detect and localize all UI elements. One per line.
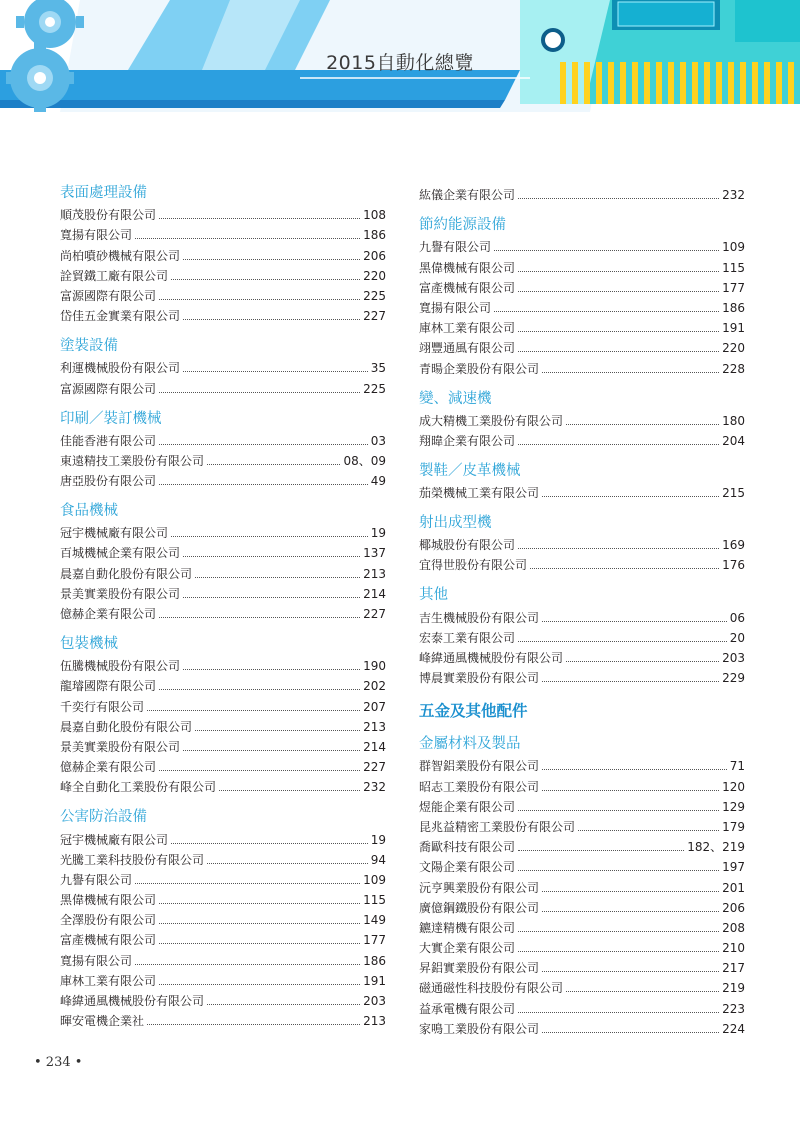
- section-title: 公害防治設備: [60, 809, 147, 826]
- index-entry: [60, 989, 386, 1009]
- dot-leader: [494, 250, 719, 251]
- page-reference: 109: [363, 872, 386, 887]
- dot-leader: [518, 850, 684, 851]
- index-entry: [60, 694, 386, 714]
- dot-leader: [135, 238, 360, 239]
- page-reference: 177: [363, 933, 386, 948]
- page-reference: 201: [722, 880, 745, 895]
- index-entry: [60, 243, 386, 263]
- company-name: 千奕行有限公司: [60, 699, 145, 714]
- dot-leader: [135, 883, 360, 884]
- company-name: 宏泰工業有限公司: [419, 630, 516, 645]
- page-reference: 217: [722, 961, 745, 976]
- dot-leader: [159, 484, 368, 485]
- index-entry: [60, 469, 386, 489]
- dot-leader: [195, 577, 360, 578]
- dot-leader: [147, 710, 360, 711]
- dot-leader: [530, 568, 719, 569]
- index-entry: [60, 264, 386, 284]
- dot-leader: [147, 1024, 360, 1025]
- page-reference: 227: [363, 607, 386, 621]
- page-reference: 19: [370, 526, 386, 541]
- index-entry: [60, 582, 386, 602]
- company-name: 昆兆益精密工業股份有限公司: [419, 819, 576, 834]
- index-entry: [60, 561, 386, 581]
- dot-leader: [159, 218, 360, 219]
- index-entry: [60, 356, 386, 376]
- index-entry: [419, 795, 745, 815]
- page-reference: 214: [363, 586, 386, 601]
- index-section: [419, 734, 745, 1037]
- company-name: 翊豐通風有限公司: [419, 341, 516, 356]
- left-index-column: [60, 183, 386, 1029]
- index-entry: [419, 754, 745, 774]
- page-reference: 08、09: [343, 453, 386, 468]
- page-reference: 06: [729, 610, 745, 625]
- company-name: 富產機械有限公司: [419, 280, 516, 295]
- index-entry: [419, 276, 745, 296]
- index-entry: [60, 376, 386, 396]
- page-reference: 115: [363, 893, 386, 908]
- company-name: 沅亨興業股份有限公司: [419, 880, 540, 895]
- company-name: 文陽企業有限公司: [419, 860, 516, 875]
- index-entry: [419, 896, 745, 916]
- index-entry: [419, 916, 745, 936]
- index-section: [419, 215, 745, 376]
- dot-leader: [518, 870, 719, 871]
- dot-leader: [183, 556, 360, 557]
- company-name: 青暘企業股份有限公司: [419, 361, 540, 376]
- dot-leader: [518, 931, 719, 932]
- index-section: [419, 183, 745, 203]
- section-title: 製鞋／皮革機械: [419, 462, 521, 479]
- dot-leader: [518, 291, 719, 292]
- company-name: 宜得世股份有限公司: [419, 558, 528, 573]
- index-entry: [419, 255, 745, 275]
- dot-leader: [159, 923, 360, 924]
- right-index-column: [419, 183, 745, 1037]
- company-name: 寬揚有限公司: [60, 228, 133, 243]
- dot-leader: [518, 331, 719, 332]
- page-reference: 108: [363, 208, 386, 223]
- page-reference: 214: [363, 739, 386, 754]
- index-section: [60, 183, 386, 324]
- company-name: 成大精機工業股份有限公司: [419, 413, 564, 428]
- company-name: 寬揚有限公司: [60, 953, 133, 968]
- index-entry: [419, 605, 745, 625]
- page-reference: 203: [363, 994, 386, 1008]
- dot-leader: [542, 790, 719, 791]
- index-entry: [60, 449, 386, 469]
- dot-leader: [183, 750, 360, 751]
- dot-leader: [183, 319, 360, 320]
- dot-leader: [518, 1012, 719, 1013]
- company-name: 景美實業股份有限公司: [60, 739, 181, 754]
- index-entry: [419, 666, 745, 686]
- index-entry: [419, 533, 745, 553]
- company-name: 庫林工業有限公司: [60, 973, 157, 988]
- page-reference: 223: [722, 1001, 745, 1016]
- index-entry: [60, 304, 386, 324]
- page-number: • 234 •: [34, 1055, 83, 1070]
- index-section: [419, 585, 745, 686]
- section-title: 塗裝設備: [60, 338, 118, 355]
- section-title: 表面處理設備: [60, 185, 147, 201]
- page-reference: 186: [722, 300, 745, 315]
- company-name: 喬歐科技有限公司: [419, 840, 516, 855]
- page-header-title: 2015自動化總覽: [326, 52, 474, 74]
- section-title: 金屬材料及製品: [419, 736, 521, 753]
- page-reference: 177: [722, 280, 745, 295]
- page-reference: 227: [363, 760, 386, 775]
- dot-leader: [207, 1004, 360, 1005]
- index-entry: [419, 875, 745, 895]
- page-reference: 71: [729, 759, 745, 774]
- dot-leader: [135, 964, 360, 965]
- dot-leader: [542, 496, 719, 497]
- page-reference: 232: [363, 780, 386, 795]
- company-name: 椰城股份有限公司: [419, 538, 516, 553]
- company-name: 昭志工業股份有限公司: [419, 779, 540, 794]
- company-name: 庫林工業有限公司: [419, 321, 516, 336]
- index-entry: [419, 316, 745, 336]
- dot-leader: [159, 444, 368, 445]
- dot-leader: [542, 372, 719, 373]
- page-reference: 232: [722, 188, 745, 203]
- dot-leader: [542, 971, 719, 972]
- company-name: 冠宇機械廠有限公司: [60, 832, 169, 847]
- page-reference: 229: [722, 671, 745, 686]
- index-entry: [60, 775, 386, 795]
- index-entry: [60, 868, 386, 888]
- index-entry: [419, 815, 745, 835]
- index-entry: [60, 203, 386, 223]
- dot-leader: [542, 769, 727, 770]
- section-title: 射出成型機: [419, 515, 492, 532]
- page-reference: 207: [363, 699, 386, 714]
- page-reference: 35: [370, 361, 386, 376]
- page-reference: 220: [722, 341, 745, 356]
- dot-leader: [159, 299, 360, 300]
- index-entry: [60, 541, 386, 561]
- page-reference: 182、219: [687, 840, 745, 855]
- dot-leader: [219, 790, 360, 791]
- page-reference: 219: [722, 981, 745, 996]
- dot-leader: [171, 843, 368, 844]
- page-reference: 190: [363, 659, 386, 674]
- company-name: 全澤股份有限公司: [60, 913, 157, 928]
- company-name: 紘儀企業有限公司: [419, 188, 516, 203]
- dot-leader: [542, 911, 719, 912]
- company-name: 億赫企業有限公司: [60, 760, 157, 775]
- page-reference: 215: [722, 486, 745, 501]
- company-name: 利運機械股份有限公司: [60, 361, 181, 376]
- dot-leader: [518, 810, 719, 811]
- index-entry: [60, 654, 386, 674]
- company-name: 九譽有限公司: [60, 872, 133, 887]
- company-name: 富源國際有限公司: [60, 288, 157, 303]
- page-reference: 191: [722, 321, 745, 336]
- index-section: [419, 461, 745, 501]
- index-entry: [60, 284, 386, 304]
- index-entry: [419, 1017, 745, 1037]
- page-reference: 227: [363, 309, 386, 324]
- dot-leader: [195, 730, 360, 731]
- dot-leader: [159, 689, 360, 690]
- section-title: 包裝機械: [60, 636, 118, 652]
- page-reference: 197: [722, 860, 745, 875]
- page-reference: 186: [363, 953, 386, 968]
- company-name: 昇鋁實業股份有限公司: [419, 961, 540, 976]
- page-reference: 206: [722, 900, 745, 915]
- dot-leader: [183, 259, 360, 260]
- index-section: [60, 409, 386, 490]
- index-entry: [419, 235, 745, 255]
- dot-leader: [542, 681, 719, 682]
- dot-leader: [171, 279, 360, 280]
- page-reference: 213: [363, 1014, 386, 1029]
- index-entry: [60, 429, 386, 449]
- major-category-title: 五金及其他配件: [419, 702, 528, 721]
- index-entry: [419, 956, 745, 976]
- index-entry: [419, 774, 745, 794]
- index-entry: [419, 356, 745, 376]
- company-name: 景美實業股份有限公司: [60, 586, 181, 601]
- page-reference: 220: [363, 268, 386, 283]
- page-reference: 129: [722, 799, 745, 814]
- index-entry: [60, 948, 386, 968]
- dot-leader: [159, 617, 360, 618]
- index-entry: [60, 521, 386, 541]
- company-name: 鑣達精機有限公司: [419, 920, 516, 935]
- company-name: 暉安電機企業社: [60, 1014, 145, 1029]
- index-entry: [60, 735, 386, 755]
- index-entry: [60, 1009, 386, 1029]
- index-entry: [419, 183, 745, 203]
- dot-leader: [542, 891, 719, 892]
- page-reference: 180: [722, 413, 745, 428]
- dot-leader: [518, 444, 719, 445]
- page-reference: 169: [722, 538, 745, 553]
- company-name: 峰緯通風機械股份有限公司: [60, 994, 205, 1008]
- company-name: 唐亞股份有限公司: [60, 474, 157, 489]
- page-reference: 210: [722, 941, 745, 956]
- dot-leader: [566, 991, 719, 992]
- dot-leader: [159, 984, 360, 985]
- page-reference: 03: [370, 433, 386, 448]
- index-entry: [419, 976, 745, 996]
- index-entry: [60, 848, 386, 868]
- page-reference: 94: [370, 852, 386, 867]
- index-entry: [60, 928, 386, 948]
- section-title: 變、減速機: [419, 390, 492, 407]
- page-reference: 225: [363, 288, 386, 303]
- page-reference: 191: [363, 973, 386, 988]
- company-name: 岱佳五金實業有限公司: [60, 309, 181, 324]
- page-reference: 20: [729, 630, 745, 645]
- page-reference: 120: [722, 779, 745, 794]
- company-name: 翔暐企業有限公司: [419, 433, 516, 448]
- company-name: 百城機械企業有限公司: [60, 546, 181, 561]
- company-name: 峰全自動化工業股份有限公司: [60, 780, 217, 795]
- page-reference: 203: [722, 651, 745, 665]
- page-reference: 19: [370, 832, 386, 847]
- page-reference: 208: [722, 920, 745, 935]
- company-name: 黑偉機械有限公司: [419, 260, 516, 275]
- index-entry: [60, 908, 386, 928]
- company-name: 廣億鋼鐵股份有限公司: [419, 900, 540, 915]
- dot-leader: [542, 1032, 719, 1033]
- page-reference: 224: [722, 1021, 745, 1036]
- dot-leader: [183, 597, 360, 598]
- page-reference: 206: [363, 248, 386, 263]
- section-title: 食品機械: [60, 503, 118, 520]
- dot-leader: [494, 311, 719, 312]
- dot-leader: [159, 903, 360, 904]
- index-entry: [60, 755, 386, 775]
- dot-leader: [207, 863, 368, 864]
- company-name: 詮貿鐵工廠有限公司: [60, 268, 169, 283]
- index-entry: [419, 409, 745, 429]
- page-reference: 137: [363, 546, 386, 561]
- index-entry: [419, 936, 745, 956]
- company-name: 尚柏噴砂機械有限公司: [60, 248, 181, 263]
- section-title: 印刷／裝訂機械: [60, 410, 162, 427]
- index-section: [60, 501, 386, 622]
- index-entry: [419, 481, 745, 501]
- company-name: 寬揚有限公司: [419, 300, 492, 315]
- dot-leader: [542, 621, 727, 622]
- page-reference: 49: [370, 474, 386, 489]
- index-entry: [60, 674, 386, 694]
- company-name: 富產機械有限公司: [60, 933, 157, 948]
- company-name: 大實企業有限公司: [419, 941, 516, 956]
- page-reference: 213: [363, 719, 386, 734]
- company-name: 億赫企業有限公司: [60, 607, 157, 621]
- index-entry: [60, 715, 386, 735]
- index-entry: [60, 969, 386, 989]
- company-name: 伍騰機械股份有限公司: [60, 659, 181, 674]
- index-entry: [419, 855, 745, 875]
- company-name: 晨嘉自動化股份有限公司: [60, 719, 193, 734]
- index-entry: [60, 223, 386, 243]
- section-title: 其他: [419, 587, 448, 604]
- index-entry: [419, 626, 745, 646]
- company-name: 東遠精技工業股份有限公司: [60, 453, 205, 468]
- index-entry: [60, 827, 386, 847]
- index-section: [60, 807, 386, 1029]
- dot-leader: [171, 536, 368, 537]
- dot-leader: [518, 351, 719, 352]
- dot-leader: [159, 770, 360, 771]
- company-name: 峰緯通風機械股份有限公司: [419, 651, 564, 665]
- index-entry: [60, 888, 386, 908]
- company-name: 博晨實業股份有限公司: [419, 671, 540, 686]
- company-name: 光騰工業科技股份有限公司: [60, 852, 205, 867]
- dot-leader: [566, 424, 719, 425]
- company-name: 富源國際有限公司: [60, 381, 157, 396]
- index-entry: [60, 602, 386, 622]
- dot-leader: [183, 669, 360, 670]
- company-name: 晨嘉自動化股份有限公司: [60, 566, 193, 581]
- dot-leader: [518, 198, 719, 199]
- company-name: 龍璿國際有限公司: [60, 679, 157, 694]
- company-name: 冠宇機械廠有限公司: [60, 526, 169, 541]
- page-reference: 186: [363, 228, 386, 243]
- company-name: 順茂股份有限公司: [60, 208, 157, 223]
- index-section: [419, 389, 745, 449]
- company-name: 佳能香港有限公司: [60, 433, 157, 448]
- page-reference: 176: [722, 558, 745, 573]
- company-name: 黑偉機械有限公司: [60, 893, 157, 908]
- page-reference: 225: [363, 381, 386, 396]
- page-reference: 228: [722, 361, 745, 376]
- page-reference: 213: [363, 566, 386, 581]
- dot-leader: [183, 371, 368, 372]
- index-entry: [419, 835, 745, 855]
- index-entry: [419, 336, 745, 356]
- index-section: [60, 634, 386, 795]
- company-name: 九譽有限公司: [419, 240, 492, 255]
- dot-leader: [207, 464, 340, 465]
- dot-leader: [159, 943, 360, 944]
- index-section: [60, 336, 386, 396]
- company-name: 煜能企業有限公司: [419, 799, 516, 814]
- page-reference: 115: [722, 260, 745, 275]
- page-reference: 149: [363, 913, 386, 928]
- company-name: 茄榮機械工業有限公司: [419, 486, 540, 501]
- index-entry: [419, 646, 745, 666]
- index-entry: [419, 996, 745, 1016]
- company-name: 磁通磁性科技股份有限公司: [419, 981, 564, 996]
- dot-leader: [578, 830, 719, 831]
- index-entry: [419, 553, 745, 573]
- page-reference: 204: [722, 433, 745, 448]
- dot-leader: [518, 548, 719, 549]
- company-name: 吉生機械股份有限公司: [419, 610, 540, 625]
- dot-leader: [518, 951, 719, 952]
- page-reference: 109: [722, 240, 745, 255]
- page-reference: 202: [363, 679, 386, 694]
- index-section: [419, 513, 745, 573]
- company-name: 家鳴工業股份有限公司: [419, 1021, 540, 1036]
- index-entry: [419, 429, 745, 449]
- company-name: 益承電機有限公司: [419, 1001, 516, 1016]
- page-reference: 179: [722, 819, 745, 834]
- section-title: 節約能源設備: [419, 217, 506, 234]
- dot-leader: [566, 661, 719, 662]
- dot-leader: [159, 392, 360, 393]
- dot-leader: [518, 271, 719, 272]
- index-entry: [419, 296, 745, 316]
- company-name: 群智鋁業股份有限公司: [419, 759, 540, 774]
- dot-leader: [518, 641, 727, 642]
